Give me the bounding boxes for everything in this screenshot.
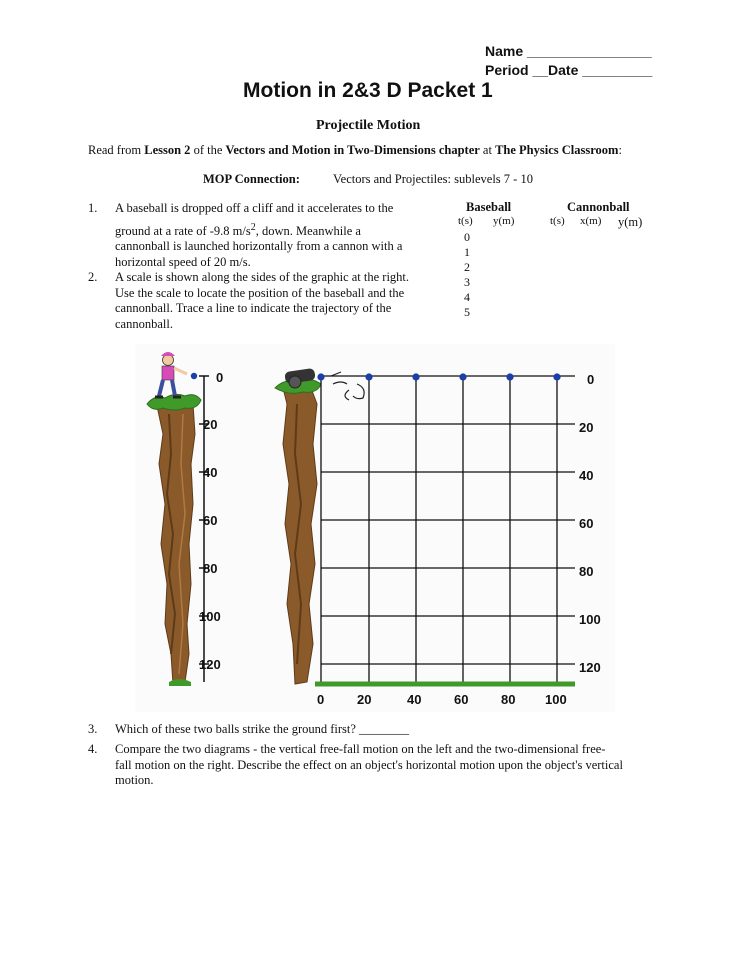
- cannonball-dot-2: [412, 373, 419, 380]
- right-scale-label-0: 0: [587, 372, 595, 387]
- left-scale-label-60: 60: [203, 513, 218, 528]
- name-field-label: Name ________________: [485, 43, 652, 59]
- baseball-time-3: 3: [464, 275, 470, 289]
- baseball-time-4: 4: [464, 290, 470, 304]
- cannonball-dot-0: [317, 373, 324, 380]
- bottom-scale-label-20: 20: [357, 692, 372, 707]
- q1-line1: A baseball is dropped off a cliff and it accelerates to the: [115, 201, 394, 215]
- reading-mid1: of the: [190, 143, 226, 157]
- projectile-diagram: [135, 344, 615, 712]
- q2-line1: A scale is shown along the sides of the graphic at the right.: [115, 270, 410, 284]
- mop-value: Vectors and Projectiles: sublevels 7 - 10: [333, 172, 533, 186]
- q1-number: 1.: [88, 201, 98, 215]
- q4-line1: Compare the two diagrams - the vertical free-fall motion on the left and the two-dimensional free-: [115, 742, 606, 756]
- q1-line4: horizontal speed of 20 m/s.: [115, 254, 251, 269]
- reading-prefix: Read from: [88, 143, 145, 157]
- q2-line2: Use the scale to locate the position of the baseball and the: [115, 285, 405, 300]
- reading-instruction: [88, 143, 622, 159]
- right-scale-label-80: 80: [579, 564, 594, 579]
- q4-line3: motion.: [115, 773, 154, 787]
- bottom-scale-label-80: 80: [501, 692, 516, 707]
- baseball-time-0: 0: [464, 230, 470, 244]
- q2-line4: cannonball.: [115, 316, 173, 331]
- baseball-time-2: 2: [464, 260, 470, 274]
- q4-number: 4.: [88, 742, 98, 756]
- baseball-time-5: 5: [464, 305, 470, 319]
- cannonball-col-t: t(s): [550, 215, 565, 227]
- q4-text: [115, 742, 675, 789]
- reading-chapter: Vectors and Motion in Two-Dimensions chapter: [225, 143, 480, 157]
- q1-line3: cannonball is launched horizontally from a cannon with a: [115, 239, 403, 254]
- right-scale-label-40: 40: [579, 468, 594, 483]
- left-scale-label-120: 120: [199, 657, 221, 672]
- reading-lesson: Lesson 2: [144, 143, 191, 157]
- q3-text: Which of these two balls strike the ground first? ________: [115, 722, 410, 736]
- reading-suffix: :: [618, 143, 622, 157]
- left-scale-label-0: 0: [216, 370, 224, 385]
- q3-number: 3.: [88, 722, 98, 736]
- right-scale-label-20: 20: [579, 420, 594, 435]
- baseball-table-title: Baseball: [466, 200, 512, 214]
- q2-line3: cannonball. Trace a line to indicate the trajectory of the: [115, 301, 392, 315]
- period-date-field-label: Period __Date _________: [485, 62, 653, 78]
- cannonball-table-title: Cannonball: [567, 200, 630, 214]
- baseball-col-t: t(s): [458, 215, 473, 227]
- reading-mid2: at: [479, 143, 496, 157]
- cannonball-dot-3: [459, 373, 466, 380]
- baseball-time-list: [464, 230, 470, 320]
- q2-text: [115, 270, 445, 332]
- left-scale-label-100: 100: [199, 609, 221, 624]
- left-scale-label-80: 80: [203, 561, 218, 576]
- q1-text: [115, 201, 445, 270]
- page-title: Motion in 2&3 D Packet 1: [243, 79, 493, 102]
- q4-line2: fall motion on the right. Describe the effect on an object's horizontal motion upon the object's vertical: [115, 757, 623, 772]
- cannonball-col-y: y(m): [618, 215, 643, 229]
- bottom-scale-label-40: 40: [407, 692, 422, 707]
- cannonball-col-x: x(m): [580, 215, 602, 227]
- baseball-col-y: y(m): [493, 215, 515, 227]
- bottom-scale-label-100: 100: [545, 692, 567, 707]
- left-scale-label-20: 20: [203, 417, 218, 432]
- section-subtitle: Projectile Motion: [316, 118, 421, 133]
- left-scale-label-40: 40: [203, 465, 218, 480]
- baseball-time-1: 1: [464, 245, 470, 259]
- cannonball-dot-1: [365, 373, 372, 380]
- bottom-scale-label-60: 60: [454, 692, 469, 707]
- q1-line2: ground at a rate of -9.8 $m/s^2$, down. Meanwhile a: [115, 221, 361, 238]
- cannonball-dot-4: [506, 373, 513, 380]
- mop-label: MOP Connection:: [203, 172, 300, 186]
- q2-number: 2.: [88, 270, 98, 284]
- right-scale-label-120: 120: [579, 660, 601, 675]
- cannonball-dot-5: [553, 373, 560, 380]
- bottom-scale-label-0: 0: [317, 692, 325, 707]
- q1-exponent: 2: [250, 221, 256, 233]
- reading-site: The Physics Classroom: [495, 143, 619, 157]
- right-scale-label-60: 60: [579, 516, 594, 531]
- right-scale-label-100: 100: [579, 612, 601, 627]
